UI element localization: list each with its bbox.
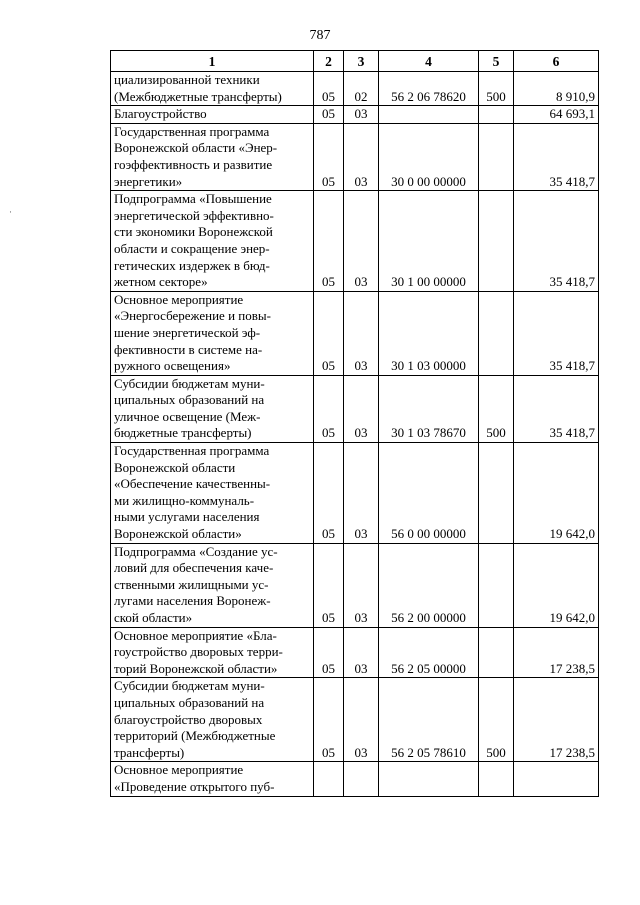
page-number: 787 (309, 28, 331, 43)
header-col-2: 2 (314, 51, 344, 72)
row-section: 05 (314, 72, 344, 106)
row-name: Подпрограмма «Повышение энергетической эффективно- сти экономики Воронежской области и сокращение энер- гетических издержек в бюд- жетном секторе» (111, 191, 314, 292)
row-subsection: 02 (344, 72, 379, 106)
row-expense-type: 500 (479, 72, 514, 106)
row-subsection: 03 (344, 678, 379, 762)
table-row (111, 106, 599, 124)
row-subsection: 03 (344, 627, 379, 678)
row-section: 05 (314, 123, 344, 190)
table-row (111, 678, 599, 762)
row-section: 05 (314, 543, 344, 627)
row-name: Благоустройство (111, 106, 314, 124)
row-target-code: 30 0 00 00000 (379, 123, 479, 190)
row-amount: 17 238,5 (514, 678, 599, 762)
row-amount: 19 642,0 (514, 443, 599, 544)
row-amount: 17 238,5 (514, 627, 599, 678)
row-amount: 8 910,9 (514, 72, 599, 106)
row-expense-type (479, 291, 514, 375)
table-row (111, 72, 599, 106)
row-section: 05 (314, 375, 344, 442)
row-target-code: 56 2 05 00000 (379, 627, 479, 678)
header-col-6: 6 (514, 51, 599, 72)
table-row (111, 762, 599, 796)
row-name: циализированной техники (Межбюджетные трансферты) (111, 72, 314, 106)
row-section: 05 (314, 291, 344, 375)
row-amount: 35 418,7 (514, 291, 599, 375)
row-subsection (344, 762, 379, 796)
row-expense-type (479, 191, 514, 292)
margin-mark: · (9, 207, 12, 217)
header-col-1: 1 (111, 51, 314, 72)
header-col-3: 3 (344, 51, 379, 72)
header-col-4: 4 (379, 51, 479, 72)
row-target-code: 56 2 05 78610 (379, 678, 479, 762)
row-section: 05 (314, 106, 344, 124)
table-row (111, 443, 599, 544)
row-amount: 35 418,7 (514, 375, 599, 442)
row-target-code (379, 762, 479, 796)
row-target-code: 56 0 00 00000 (379, 443, 479, 544)
row-subsection: 03 (344, 191, 379, 292)
row-name: Субсидии бюджетам муни- ципальных образований на благоустройство дворовых территорий (Межбюджетные трансферты) (111, 678, 314, 762)
row-name: Субсидии бюджетам муни- ципальных образований на уличное освещение (Меж- бюджетные трансферты) (111, 375, 314, 442)
row-target-code: 30 1 03 78670 (379, 375, 479, 442)
row-target-code (379, 106, 479, 124)
row-subsection: 03 (344, 543, 379, 627)
row-name: Государственная программа Воронежской области «Обеспечение качественны- ми жилищно-коммуналь- ными услугами населения Воронежской области» (111, 443, 314, 544)
row-expense-type (479, 762, 514, 796)
row-target-code: 30 1 03 00000 (379, 291, 479, 375)
row-section: 05 (314, 443, 344, 544)
row-subsection: 03 (344, 123, 379, 190)
row-expense-type: 500 (479, 678, 514, 762)
row-name: Основное мероприятие «Энергосбережение и повы- шение энергетической эф- фективности в системе на- ружного освещения» (111, 291, 314, 375)
row-expense-type (479, 106, 514, 124)
row-name: Основное мероприятие «Бла- гоустройство дворовых терри- торий Воронежской области» (111, 627, 314, 678)
row-amount: 19 642,0 (514, 543, 599, 627)
row-amount: 35 418,7 (514, 191, 599, 292)
row-target-code: 56 2 06 78620 (379, 72, 479, 106)
table-row (111, 191, 599, 292)
row-name: Государственная программа Воронежской области «Энер- гоэффективность и развитие энергетики» (111, 123, 314, 190)
row-expense-type (479, 543, 514, 627)
row-amount (514, 762, 599, 796)
row-expense-type (479, 627, 514, 678)
row-expense-type (479, 123, 514, 190)
table-row (111, 627, 599, 678)
table-header-row (111, 51, 599, 72)
row-name: Основное мероприятие «Проведение открытого пуб- (111, 762, 314, 796)
row-expense-type (479, 443, 514, 544)
row-section: 05 (314, 191, 344, 292)
row-section: 05 (314, 627, 344, 678)
table-row (111, 543, 599, 627)
table-row (111, 123, 599, 190)
row-subsection: 03 (344, 375, 379, 442)
row-section: 05 (314, 678, 344, 762)
row-amount: 35 418,7 (514, 123, 599, 190)
budget-table (110, 50, 599, 797)
row-section (314, 762, 344, 796)
row-amount: 64 693,1 (514, 106, 599, 124)
header-col-5: 5 (479, 51, 514, 72)
row-subsection: 03 (344, 443, 379, 544)
row-target-code: 30 1 00 00000 (379, 191, 479, 292)
table-row (111, 375, 599, 442)
row-target-code: 56 2 00 00000 (379, 543, 479, 627)
row-name: Подпрограмма «Создание ус- ловий для обеспечения каче- ственными жилищными ус- лугами населения Воронеж- ской области» (111, 543, 314, 627)
row-subsection: 03 (344, 291, 379, 375)
row-expense-type: 500 (479, 375, 514, 442)
row-subsection: 03 (344, 106, 379, 124)
table-row (111, 291, 599, 375)
